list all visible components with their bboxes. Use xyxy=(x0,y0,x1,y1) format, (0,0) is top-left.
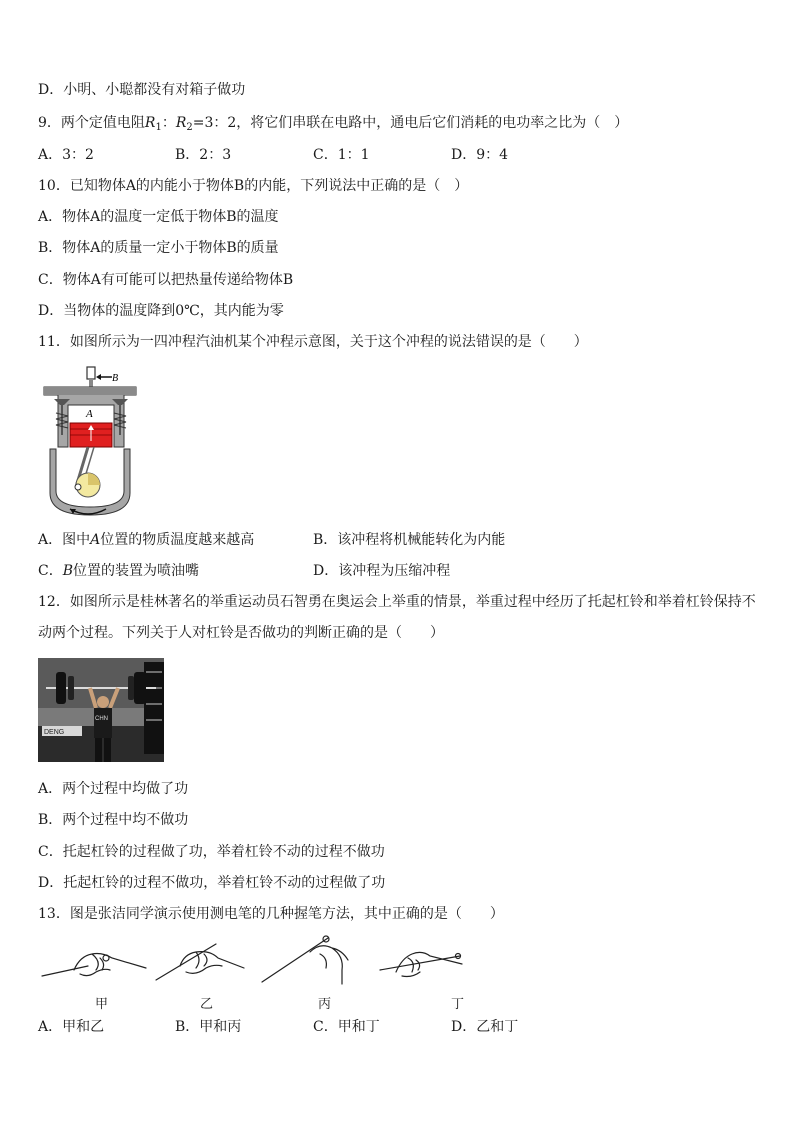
q11-option-d: D．该冲程为压缩冲程 xyxy=(313,563,451,579)
q11-option-a-var: A xyxy=(90,532,101,548)
grip-ding-illustration xyxy=(380,952,462,976)
weightlifter-photo xyxy=(38,658,164,762)
caption-ding: 丁 xyxy=(451,997,465,1012)
q12-option-b: B．两个过程中均不做功 xyxy=(38,812,189,828)
q10-stem: 10．已知物体A的内能小于物体B的内能，下列说法中正确的是（ ） xyxy=(38,178,469,194)
q9-option-d: D．9：4 xyxy=(451,147,509,163)
q13-stem: 13．图是张洁同学演示使用测电笔的几种握笔方法，其中正确的是（ ） xyxy=(38,906,504,922)
jersey-text: CHN xyxy=(95,716,108,722)
q9-r1-sub: 1 xyxy=(155,122,162,133)
label-a: A xyxy=(86,408,93,420)
q8-option-d: D．小明、小聪都没有对箱子做功 xyxy=(38,82,246,98)
q12-option-a: A．两个过程中均做了功 xyxy=(38,781,189,797)
q11-option-a-suffix: 位置的物质温度越来越高 xyxy=(100,532,255,548)
q11-option-c-var: B xyxy=(62,563,74,579)
label-b: B xyxy=(112,373,119,384)
q12-option-d: D．托起杠铃的过程不做功，举着杠铃不动的过程做了功 xyxy=(38,875,386,891)
q13-option-b: B．甲和丙 xyxy=(175,1019,242,1035)
q13-option-c: C．甲和丁 xyxy=(313,1019,380,1035)
grip-jia-illustration xyxy=(42,954,146,977)
caption-jia: 甲 xyxy=(95,997,109,1012)
q11-option-a-prefix: A．图中 xyxy=(38,532,91,548)
test-pen-grips xyxy=(40,930,480,986)
q9-r2: R xyxy=(175,115,187,131)
caption-yi: 乙 xyxy=(200,997,214,1012)
q11-option-c-prefix: C． xyxy=(38,563,63,579)
q9-stem xyxy=(38,113,628,138)
q10-option-b: B．物体A的质量一定小于物体B的质量 xyxy=(38,240,279,256)
grip-bing-illustration xyxy=(262,936,348,984)
q13-option-a: A．甲和乙 xyxy=(38,1019,105,1035)
banner-text: DENG xyxy=(44,729,65,736)
grip-yi-illustration xyxy=(156,944,244,980)
q9-option-c: C．1：1 xyxy=(313,147,370,163)
q11-option-a xyxy=(38,530,254,550)
q9-colon: ： xyxy=(161,115,176,131)
q10-option-c: C．物体A有可能可以把热量传递给物体B xyxy=(38,272,294,288)
q10-option-d: D．当物体的温度降到0℃，其内能为零 xyxy=(38,303,284,319)
caption-bing: 丙 xyxy=(318,997,332,1012)
q12-stem: 12．如图所示是桂林著名的举重运动员石智勇在奥运会上举重的情景，举重过程中经历了托起杠铃和举着杠铃保持不动两个过程。下列关于人对杠铃是否做功的判断正确的是（ ） xyxy=(38,594,756,641)
q12-option-c: C．托起杠铃的过程做了功，举着杠铃不动的过程不做功 xyxy=(38,844,385,860)
q9-suffix: =3：2，将它们串联在电路中，通电后它们消耗的电功率之比为（ ） xyxy=(192,115,629,131)
q11-option-c-suffix: 位置的装置为喷油嘴 xyxy=(73,563,200,579)
engine-diagram xyxy=(40,365,140,525)
q9-prefix: 9．两个定值电阻 xyxy=(38,115,145,131)
q11-option-b: B．该冲程将机械能转化为内能 xyxy=(313,532,506,548)
q11-option-c xyxy=(38,561,199,581)
q10-option-a: A．物体A的温度一定低于物体B的温度 xyxy=(38,209,279,225)
q13-option-d: D．乙和丁 xyxy=(451,1019,519,1035)
q9-option-a: A．3：2 xyxy=(38,147,94,163)
q9-r2-sub: 2 xyxy=(186,122,193,133)
q9-r1: R xyxy=(144,115,156,131)
q9-option-b: B．2：3 xyxy=(175,147,232,163)
q11-stem: 11．如图所示为一四冲程汽油机某个冲程示意图，关于这个冲程的说法错误的是（ ） xyxy=(38,334,588,350)
